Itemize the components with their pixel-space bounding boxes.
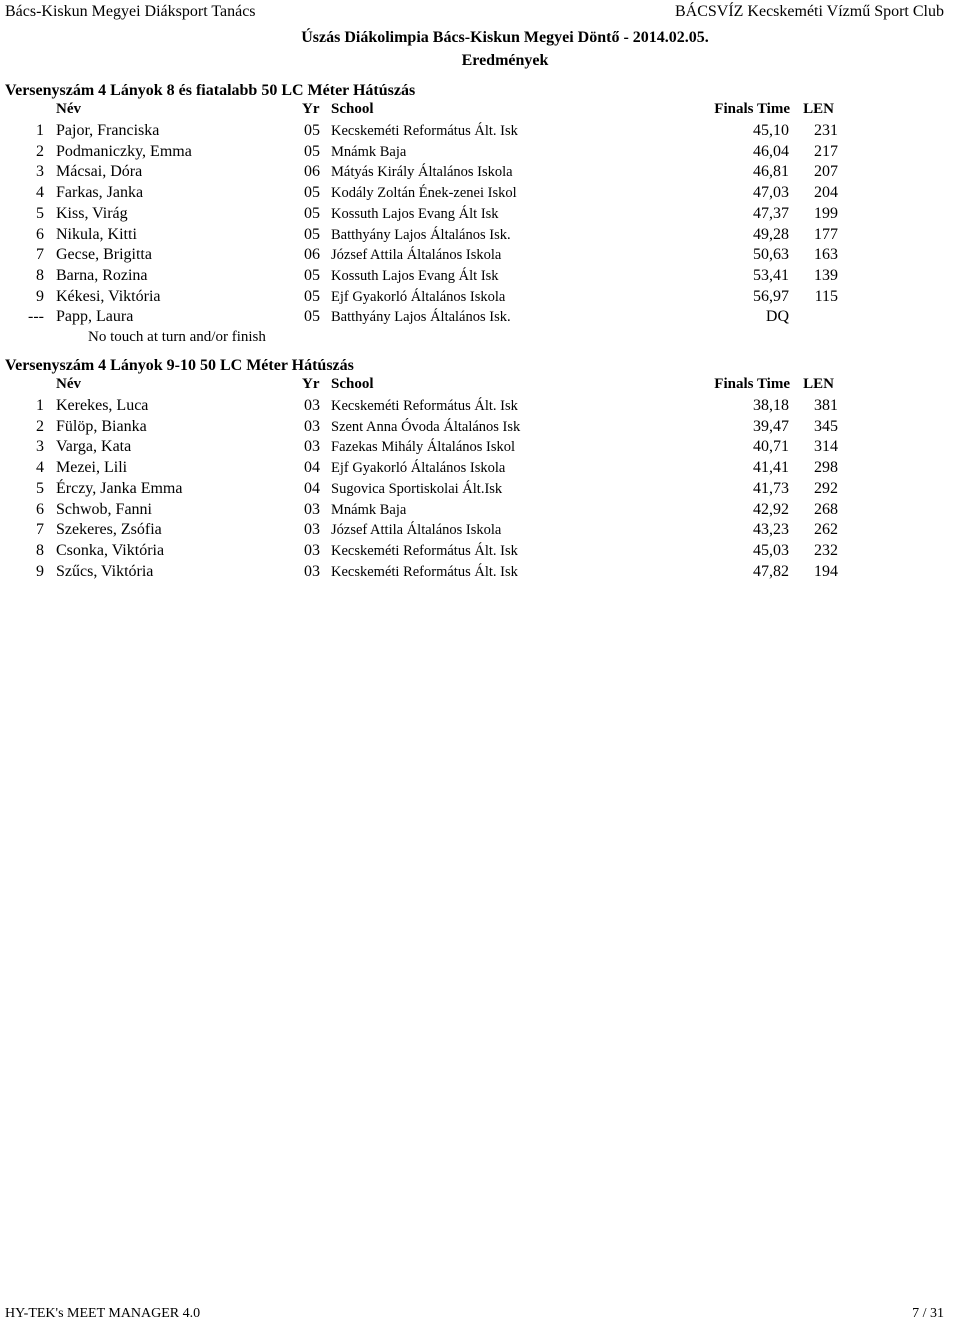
birth-year: 05 [304, 204, 320, 222]
len-points: 232 [814, 541, 838, 559]
school-name: Kecskeméti Református Ált. Isk [331, 398, 518, 414]
place: 6 [36, 500, 44, 518]
place: 5 [36, 479, 44, 497]
finals-time: 47,03 [753, 184, 789, 202]
swimmer-name: Mezei, Lili [56, 459, 128, 477]
finals-time: 41,41 [753, 459, 789, 477]
swimmer-name: Varga, Kata [56, 438, 132, 456]
col-header-yr: Yr [302, 101, 320, 117]
finals-time: 47,37 [753, 204, 789, 222]
col-header-len: LEN [803, 101, 834, 117]
finals-time: 47,82 [753, 562, 789, 580]
birth-year: 05 [304, 184, 320, 202]
place: 1 [36, 122, 44, 139]
finals-time: 39,47 [753, 417, 789, 435]
school-name: Fazekas Mihály Általános Iskol [331, 439, 516, 456]
page-number: 7 / 31 [912, 1306, 944, 1321]
result-row [0, 246, 960, 266]
finals-time: 41,73 [753, 479, 789, 497]
finals-time: 46,04 [753, 142, 789, 160]
len-points: 292 [814, 479, 838, 497]
dq-reason: No touch at turn and/or finish [88, 329, 266, 345]
swimmer-name: Csonka, Viktória [56, 541, 165, 559]
birth-year: 06 [304, 163, 320, 181]
finals-time: 49,28 [753, 225, 789, 243]
result-row [0, 143, 960, 163]
birth-year: 03 [304, 438, 320, 456]
swimmer-name: Mácsai, Dóra [56, 163, 143, 181]
finals-time: 43,23 [753, 521, 789, 539]
col-header-len: LEN [803, 376, 834, 392]
school-name: Mnámk Baja [331, 143, 407, 160]
swimmer-name: Kiss, Virág [56, 204, 128, 222]
len-points: 268 [814, 500, 838, 518]
len-points: 217 [814, 142, 838, 160]
place: 3 [36, 163, 44, 181]
result-row [0, 184, 960, 204]
birth-year: 04 [304, 459, 320, 477]
results-heading: Eredmények [461, 52, 549, 69]
len-points: 199 [814, 204, 838, 222]
birth-year: 05 [304, 122, 320, 139]
software-credit: HY-TEK's MEET MANAGER 4.0 [5, 1306, 201, 1321]
school-name: Sugovica Sportiskolai Ált.Isk [331, 480, 503, 497]
place: 2 [36, 417, 44, 435]
col-header-time: Finals Time [714, 101, 790, 117]
place: 7 [36, 246, 44, 264]
swimmer-name: Podmaniczky, Emma [56, 142, 192, 160]
finals-time: 45,10 [753, 122, 789, 139]
result-row [0, 438, 960, 458]
school-name: Mnámk Baja [331, 501, 407, 518]
place: 3 [36, 438, 44, 456]
len-points: 381 [814, 397, 838, 414]
len-points: 163 [814, 246, 838, 264]
place: --- [28, 308, 44, 326]
result-row [0, 397, 960, 417]
col-header-school: School [331, 376, 374, 392]
place: 7 [36, 521, 44, 539]
swimmer-name: Barna, Rozina [56, 266, 148, 284]
col-header-name: Név [56, 101, 81, 117]
birth-year: 05 [304, 142, 320, 160]
result-row [0, 563, 960, 583]
result-row [0, 542, 960, 562]
finals-time: 56,97 [753, 287, 789, 305]
school-name: Kecskeméti Református Ált. Isk [331, 563, 518, 580]
swimmer-name: Schwob, Fanni [56, 500, 152, 518]
school-name: Szent Anna Óvoda Általános Isk [331, 418, 521, 435]
len-points: 177 [814, 225, 838, 243]
swimmer-name: Fülöp, Bianka [56, 417, 147, 435]
school-name: Ejf Gyakorló Általános Iskola [331, 460, 506, 477]
birth-year: 05 [304, 225, 320, 243]
result-row [0, 418, 960, 438]
place: 5 [36, 204, 44, 222]
place: 8 [36, 266, 44, 284]
school-name: Batthyány Lajos Általános Isk. [331, 226, 511, 243]
school-name: József Attila Általános Iskola [331, 522, 502, 539]
finals-time: 40,71 [753, 438, 789, 456]
place: 4 [36, 459, 44, 477]
event-title: Versenyszám 4 Lányok 8 és fiatalabb 50 LC Méter Hátúszás [5, 82, 416, 99]
col-header-time: Finals Time [714, 376, 790, 392]
len-points: 345 [814, 417, 838, 435]
school-name: Kossuth Lajos Evang Ált Isk [331, 205, 499, 222]
swimmer-name: Gecse, Brigitta [56, 246, 152, 264]
result-row [0, 308, 960, 328]
result-row [0, 267, 960, 287]
host-club-name: BÁCSVÍZ Kecskeméti Vízmű Sport Club [674, 3, 944, 20]
swimmer-name: Papp, Laura [56, 308, 134, 326]
result-row [0, 521, 960, 541]
organizer-name: Bács-Kiskun Megyei Diáksport Tanács [5, 3, 256, 20]
col-header-yr: Yr [302, 376, 320, 392]
len-points: 262 [814, 521, 838, 539]
result-row [0, 163, 960, 183]
swimmer-name: Pajor, Franciska [56, 122, 160, 139]
meet-title: Úszás Diákolimpia Bács-Kiskun Megyei Döntő - 2014.02.05. [301, 29, 709, 46]
swimmer-name: Farkas, Janka [56, 184, 144, 202]
birth-year: 06 [304, 246, 320, 264]
place: 2 [36, 142, 44, 160]
place: 9 [36, 562, 44, 580]
birth-year: 03 [304, 562, 320, 580]
swimmer-name: Szekeres, Zsófia [56, 521, 162, 539]
event-title: Versenyszám 4 Lányok 9-10 50 LC Méter Hátúszás [5, 357, 354, 374]
col-header-name: Név [56, 376, 81, 392]
place: 6 [36, 225, 44, 243]
birth-year: 03 [304, 397, 320, 414]
birth-year: 05 [304, 287, 320, 305]
swimmer-name: Kékesi, Viktória [56, 287, 161, 305]
swimmer-name: Érczy, Janka Emma [56, 479, 183, 497]
len-points: 298 [814, 459, 838, 477]
result-row [0, 205, 960, 225]
result-row [0, 501, 960, 521]
birth-year: 03 [304, 417, 320, 435]
result-row [0, 288, 960, 308]
len-points: 231 [814, 122, 838, 139]
place: 1 [36, 397, 44, 414]
len-points: 314 [814, 438, 838, 456]
result-row [0, 459, 960, 479]
finals-time: 38,18 [753, 397, 789, 414]
len-points: 139 [814, 266, 838, 284]
finals-time: 46,81 [753, 163, 789, 181]
school-name: Mátyás Király Általános Iskola [331, 164, 513, 181]
birth-year: 05 [304, 266, 320, 284]
finals-time: 53,41 [753, 266, 789, 284]
col-header-school: School [331, 101, 374, 117]
school-name: Kecskeméti Református Ált. Isk [331, 542, 518, 559]
result-row [0, 122, 960, 142]
place: 8 [36, 541, 44, 559]
finals-time: 45,03 [753, 541, 789, 559]
swimmer-name: Nikula, Kitti [56, 225, 137, 243]
birth-year: 04 [304, 479, 320, 497]
school-name: Batthyány Lajos Általános Isk. [331, 309, 511, 326]
finals-time: 42,92 [753, 500, 789, 518]
result-row [0, 480, 960, 500]
school-name: Kecskeméti Református Ált. Isk [331, 123, 518, 139]
place: 9 [36, 287, 44, 305]
finals-time: 50,63 [753, 246, 789, 264]
swimmer-name: Szűcs, Viktória [56, 562, 154, 580]
school-name: Ejf Gyakorló Általános Iskola [331, 288, 506, 305]
school-name: Kossuth Lajos Evang Ált Isk [331, 267, 499, 284]
finals-time: DQ [765, 308, 789, 326]
len-points: 115 [814, 287, 838, 305]
birth-year: 03 [304, 521, 320, 539]
len-points: 207 [814, 163, 838, 181]
school-name: József Attila Általános Iskola [331, 247, 502, 264]
birth-year: 03 [304, 500, 320, 518]
result-row [0, 226, 960, 246]
place: 4 [36, 184, 44, 202]
birth-year: 05 [304, 308, 320, 326]
birth-year: 03 [304, 541, 320, 559]
len-points: 194 [814, 562, 838, 580]
len-points: 204 [814, 184, 838, 202]
swimmer-name: Kerekes, Luca [56, 397, 149, 414]
school-name: Kodály Zoltán Ének-zenei Iskol [331, 185, 517, 202]
